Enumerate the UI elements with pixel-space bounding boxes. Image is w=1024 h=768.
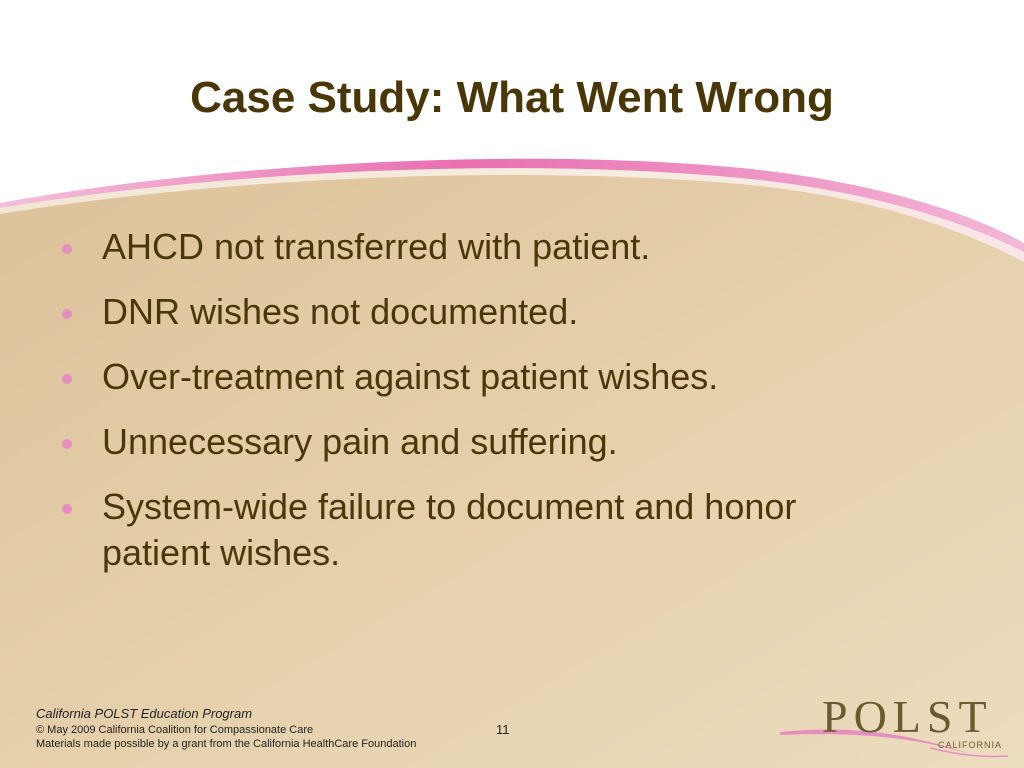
bullet-text: AHCD not transferred with patient.: [102, 226, 651, 267]
bullet-item: [60, 224, 880, 270]
bullet-item: [60, 419, 880, 465]
bullet-dot-icon: [62, 374, 72, 384]
bullet-item: [60, 354, 880, 400]
bullet-text: Over-treatment against patient wishes.: [102, 356, 719, 397]
footer-program-name: California POLST Education Program: [36, 706, 253, 721]
slide-number: 11: [496, 722, 510, 737]
bullet-text: Unnecessary pain and suffering.: [102, 421, 618, 462]
bullet-dot-icon: [62, 309, 72, 319]
bullet-text: DNR wishes not documented.: [102, 291, 579, 332]
footer-copyright: © May 2009 California Coalition for Compassionate Care: [36, 724, 314, 736]
polst-logo: [780, 690, 1010, 760]
logo-wordmark: POLST: [822, 691, 993, 742]
bullet-dot-icon: [62, 504, 72, 514]
bullet-dot-icon: [62, 244, 72, 254]
bullet-item: [60, 289, 880, 335]
bullet-list: [60, 224, 880, 595]
bullet-text: System-wide failure to document and honor patient wishes.: [102, 486, 797, 573]
slide-title: Case Study: What Went Wrong: [190, 73, 834, 122]
bullet-dot-icon: [62, 439, 72, 449]
footer-grant-credit: Materials made possible by a grant from the California HealthCare Foundation: [36, 738, 417, 750]
logo-subtitle: CALIFORNIA: [938, 740, 1003, 750]
bullet-item: [60, 484, 880, 576]
